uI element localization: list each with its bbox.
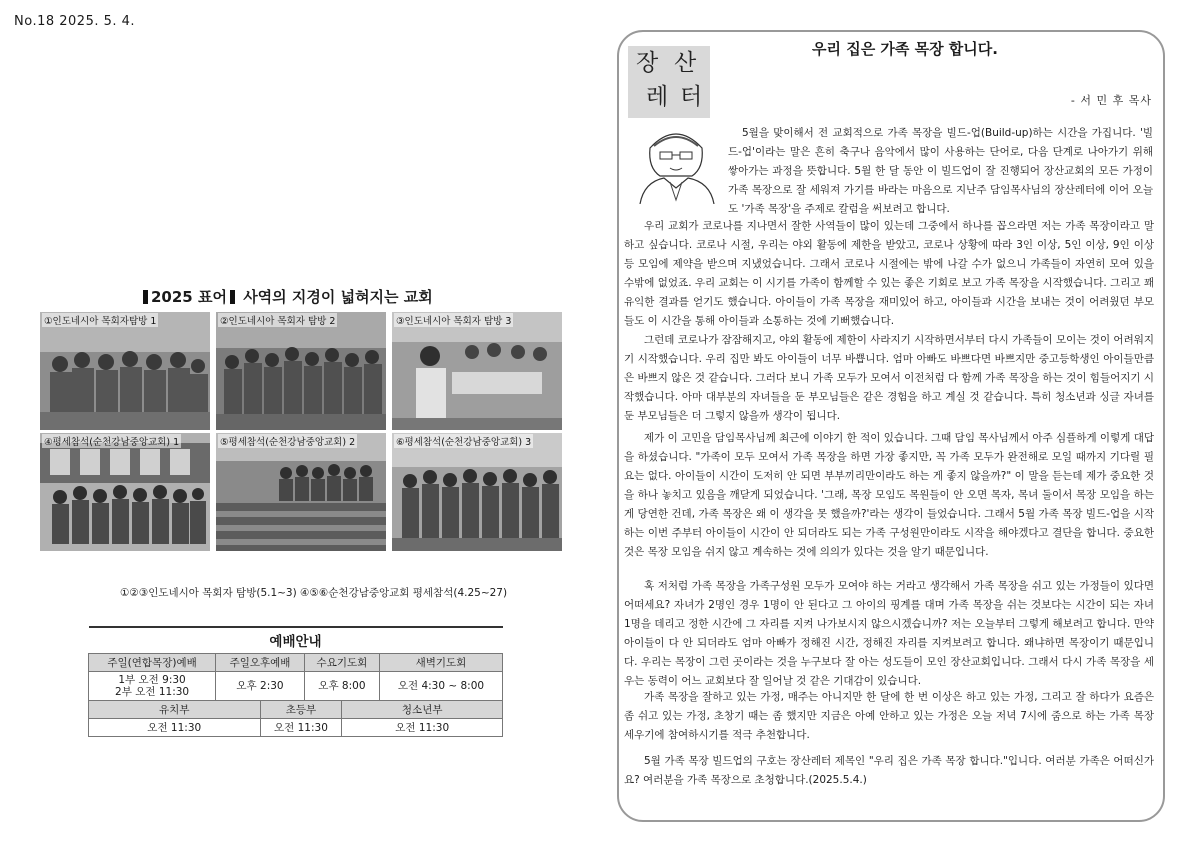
meeting-photo-image <box>392 312 562 430</box>
motto-text: 사역의 지경이 넓혀지는 교회 <box>243 288 433 306</box>
group-photo-image <box>40 312 210 430</box>
jangsan-letter-logo <box>628 46 710 118</box>
kindergarten-time: 오전 11:30 <box>89 719 261 737</box>
header-elementary: 초등부 <box>260 701 342 719</box>
wednesday-prayer-time: 오후 8:00 <box>304 672 379 701</box>
photo-caption: ①②③인도네시아 목회자 탐방(5.1~3) ④⑤⑥순천강남중앙교회 평세참석(4.25~27) <box>120 587 508 599</box>
header-sunday-afternoon: 주일오후예배 <box>216 654 305 672</box>
header-wednesday-prayer: 수요기도회 <box>304 654 379 672</box>
letter-paragraph-7: 5월 가족 목장 빌드업의 구호는 장산레터 제목인 "우리 집은 가족 목장 합니다."입니다. 여러분 가족은 어떠신가요? 여러분을 가족 목장으로 초청합니다.(2025.5.4.) <box>624 755 1154 786</box>
photo-6 <box>392 433 562 551</box>
worship-schedule-table <box>88 626 503 737</box>
photo-5 <box>216 433 386 551</box>
motto-year: 2025 표어 <box>151 288 227 306</box>
photo-4 <box>40 433 210 551</box>
group-photo-image <box>216 312 386 430</box>
photo-label: ③인도네시아 목회자 탐방 3 <box>394 313 513 327</box>
letter-paragraph-2: 우리 교회가 코로나를 지나면서 잘한 사역들이 많이 있는데 그중에서 하나를 꼽으라면 저는 가족 목장이라고 말하고 싶습니다. 코로나 시절, 우리는 야외 활동에 제한을 받았고, 코로나 상황에 따라 3인 이상, 5인 이상, 9인 이상 등 모임에 제약을 받으며 지냈었습니다. 그래서 코로나 시절에는 밖에 나갈 수가 없으니 가족들이 자연히 모여 있을 수밖에 없었죠. 우리 교회는 이 시기를 가족이 함께할 수 있는 좋은 기회로 보고 가족 목장을 시작했습니다. 그리고 꽤 유익한 결과를 얻기도 했습니다. 아이들이 가족 목장을 재미있어 하고, 아이들과 시간을 보내는 것이 어려웠던 부모들도 이 시간을 통해 아이들과 소통하는 것에 기뻐했습니다. <box>624 220 1154 327</box>
dawn-prayer-time: 오전 4:30 ~ 8:00 <box>379 672 502 701</box>
photo-label: ⑤평세참석(순천강남중앙교회) 2 <box>218 434 357 448</box>
photo-label: ②인도네시아 목회자 탐방 2 <box>218 313 337 327</box>
motto-bar-icon <box>230 290 235 304</box>
auditorium-photo-image <box>216 433 386 551</box>
photo-label: ④평세참석(순천강남중앙교회) 1 <box>42 434 181 448</box>
elementary-time: 오전 11:30 <box>260 719 342 737</box>
logo-char: 터 <box>680 84 703 110</box>
church-motto <box>140 286 480 307</box>
letter-author: - 서 민 후 목사 <box>1070 94 1152 107</box>
photo-1 <box>40 312 210 430</box>
letter-paragraph-4: 제가 이 고민을 담임목사님께 최근에 이야기 한 적이 있습니다. 그때 담임 목사님께서 아주 심플하게 이렇게 대답을 하셨습니다. "가족이 모두 모여서 가족 목장을 하면 가장 좋지만, 꼭 가족 모두가 완전해로 모일 때까지 기다릴 필요는 없다. 아이들이 시간이 도저히 안 되면 부부끼리만이라도 하는 게 좋지 않을까?" 이 말을 듣는데 제가 중요한 것을 하나 놓치고 있음을 깨닫게 되었습니다. '그래, 목장 모임도 목원들이 안 오면 목자, 목녀 둘이서 목장 모임을 하는 게 당연한 건데, 가족 목장은 왜 이 생각을 못 했을까?'라는 생각이 들었습니다. 그래서 5월 가족 목장 빌드-업을 시작하는 이번 주부터 아이들이 시간이 안 되더라도 되는 가족 구성원만이라도 시작을 해야겠다고 결단을 합니다. 중요한 것은 목장 모임을 쉬지 않고 계속하는 것에 의의가 있다는 것을 알기 때문입니다. <box>624 432 1154 558</box>
author-portrait-icon <box>630 118 722 204</box>
sunday-first-service: 1부 오전 9:30 <box>118 674 186 686</box>
logo-char: 장 <box>636 50 659 76</box>
sunday-afternoon-time: 오후 2:30 <box>216 672 305 701</box>
worship-table-title: 예배안내 <box>89 627 503 654</box>
letter-paragraph-1: 5월을 맞이해서 전 교회적으로 가족 목장을 빌드-업(Build-up)하는 시간을 가집니다. '빌드-업'이라는 말은 흔히 축구나 음악에서 많이 사용하는 단어로, 다음 단계로 나아가기 위해 쌓아가는 과정을 뜻합니다. 5월 한 달 동안 이 빌드업이 잘 진행되어 장산교회의 모든 가정이 가족 목장으로 잘 세워져 가기를 바라는 마음으로 지난주 담임목사님의 장산레터에 이어 오늘도 '가족 목장'을 주제로 칼럼을 써보려고 합니다. <box>728 127 1153 215</box>
header-kindergarten: 유치부 <box>89 701 261 719</box>
letter-paragraph-5: 혹 저처럼 가족 목장을 가족구성원 모두가 모여야 하는 거라고 생각해서 가족 목장을 쉬고 있는 가정들이 있다면 어떠세요? 자녀가 2명인 경우 1명이 안 된다고 그 아이의 핑계를 대며 가족 목장을 쉬는 것보다는 시간이 되는 자녀 1명을 데리고 정한 시간에 그 자리를 지켜 나가보시지 않으시겠습니까? 저는 오늘부터 그렇게 해보려고 합니다. 만약 아이들이 다 안 되더라도 엄마 아빠가 정해진 시간, 정해진 자리를 지켜보려고 합니다. 왜냐하면 목장이기 때문입니다. 우리는 목장이 그런 곳이라는 것을 누구보다 잘 아는 성도들이 모인 장산교회입니다. 그래서 다시 가족 목장을 세우는 동력이 어느 교회보다 잘 일어날 것 같은 기대감이 있습니다. <box>624 580 1154 687</box>
photo-label: ⑥평세참석(순천강남중앙교회) 3 <box>394 434 533 448</box>
group-photo-image <box>40 433 210 551</box>
letter-paragraph-6: 가족 목장을 잘하고 있는 가정, 매주는 아니지만 한 달에 한 번 이상은 하고 있는 가정, 그리고 잘 하다가 요즘은 좀 쉬고 있는 가정, 초창기 때는 좀 했지만 지금은 아예 안하고 있는 가정은 오늘 저녁 7시에 줌으로 하는 가족 목장 세우기에 참여하시기를 적극 추천합니다. <box>624 691 1154 741</box>
sunday-service-times <box>89 672 216 701</box>
letter-title: 우리 집은 가족 목장 합니다. <box>812 40 998 58</box>
photo-3 <box>392 312 562 430</box>
sunday-second-service: 2부 오전 11:30 <box>115 686 190 698</box>
group-photo-image <box>392 433 562 551</box>
logo-char: 레 <box>646 84 669 110</box>
youth-time: 오전 11:30 <box>342 719 503 737</box>
photo-label: ①인도네시아 목회자탐방 1 <box>42 313 158 327</box>
letter-paragraph-3: 그런데 코로나가 잠잠해지고, 야외 활동에 제한이 사라지기 시작하면서부터 다시 가족들이 모이는 것이 어려워지기 시작했습니다. 우리 집만 봐도 아이들이 너무 바쁩니다. 엄마 아빠도 바쁘다면 바쁘지만 중고등학생인 아이들만큼은 바쁘지 않은 것 같습니다. 그러다 보니 가족 모두가 모여서 이전처럼 다 함께 가족 목장을 하는 것이 힘들어지기 시작했습니다. 아마 대부분의 자녀들을 둔 부모님들은 같은 경험을 하고 계실 것 같습니다. 특히 청소년과 싱글 자녀를 둔 부모님들은 더 그렇지 않을까 생각이 됩니다. <box>624 334 1154 422</box>
logo-char: 산 <box>674 50 697 76</box>
photo-2 <box>216 312 386 430</box>
header-youth: 청소년부 <box>342 701 503 719</box>
issue-number: No.18 2025. 5. 4. <box>14 14 136 29</box>
motto-bar-icon <box>143 290 148 304</box>
header-dawn-prayer: 새벽기도회 <box>379 654 502 672</box>
photo-grid <box>40 312 562 554</box>
header-sunday-service: 주일(연합목장)예배 <box>89 654 216 672</box>
